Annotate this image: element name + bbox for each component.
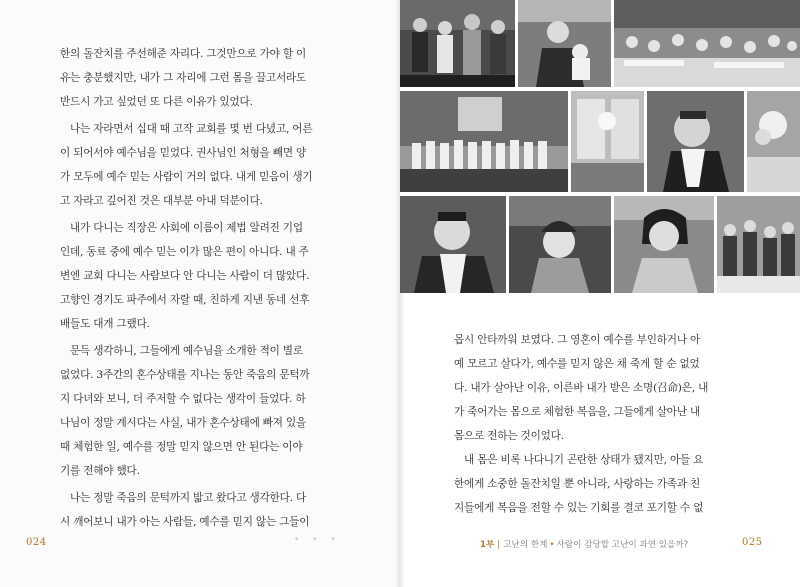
text-line: 기를 전해야 했다. bbox=[60, 465, 140, 477]
text-line: 나는 정말 죽음의 문턱까지 밟고 왔다고 생각한다. 다 bbox=[70, 492, 307, 504]
page-number-left: 024 bbox=[26, 537, 47, 548]
text-line: 때 체험한 일, 예수를 정말 믿지 않으면 안 된다는 이야 bbox=[60, 441, 303, 453]
smiling-man-in-scarf-photo bbox=[400, 196, 506, 293]
text-line: 가 모두에 예수 믿는 사람이 거의 없다. 내게 믿음이 생기 bbox=[60, 171, 313, 183]
text-line: 다. 내가 살아난 이유, 이른바 내가 받은 소명(召命)은, 내 bbox=[454, 382, 709, 394]
text-line: 지들에게 복음을 전할 수 있는 기회를 결코 포기할 수 없 bbox=[454, 502, 704, 514]
running-head-part: 1부 bbox=[480, 540, 495, 550]
text-line: 고 자라고 깊어진 것은 대부분 아내 덕분이다. bbox=[60, 195, 263, 207]
text-line: 변엔 교회 다니는 사람보다 안 다니는 사람이 더 많았다. bbox=[60, 270, 310, 282]
text-line: 고향인 경기도 파주에서 자랄 때, 친하게 지낸 동네 선후 bbox=[60, 294, 310, 306]
text-line: 예 모르고 살다가, 예수를 믿지 않은 채 죽게 할 순 없었 bbox=[454, 358, 700, 370]
text-line: 내 몸은 비록 나다니기 곤란한 상태가 됐지만, 아들 요 bbox=[464, 454, 704, 466]
text-line: 문득 생각하니, 그들에게 예수님을 소개한 적이 별로 bbox=[70, 345, 303, 357]
running-head bbox=[480, 538, 688, 550]
text-line: 한의 돌잔치를 주선해준 자리다. 그것만으로 가야 할 이 bbox=[60, 48, 307, 60]
running-head-separator: | bbox=[497, 540, 501, 550]
guests-at-tables-photo bbox=[717, 196, 800, 293]
page-ornament-dots: • • • bbox=[294, 535, 341, 545]
text-line: 내가 다니는 직장은 사회에 이름이 제법 알려진 기업 bbox=[70, 222, 303, 234]
text-line: 인데, 동료 중에 예수 믿는 이가 많은 편이 아니다. 내 주 bbox=[60, 246, 309, 258]
text-line: 한에게 소중한 돌잔치일 뿐 아니라, 사랑하는 가족과 친 bbox=[454, 478, 701, 490]
father-holding-baby-photo bbox=[518, 0, 611, 87]
text-line: 유는 충분했지만, 내가 그 자리에 그런 몸을 끌고서라도 bbox=[60, 72, 307, 84]
family-lineup-on-stage-photo bbox=[400, 91, 568, 192]
text-line: 나님이 정말 계시다는 사실, 내가 혼수상태에 빠져 있을 bbox=[60, 417, 307, 429]
text-line: 이 되어서야 예수님을 믿었다. 권사님인 처형을 빼면 양 bbox=[60, 147, 307, 159]
baby-in-traditional-hat-photo bbox=[509, 196, 611, 293]
text-line: 반드시 가고 싶었던 또 다른 이유가 있었다. bbox=[60, 96, 253, 108]
banquet-table-flowers-photo bbox=[747, 91, 800, 192]
chandelier-hall-photo bbox=[571, 91, 644, 192]
man-in-scarf-profile-photo bbox=[647, 91, 744, 192]
text-line: 몹시 안타까워 보였다. 그 영혼이 예수를 부인하거나 아 bbox=[454, 334, 701, 346]
banquet-hall-audience-photo bbox=[614, 0, 800, 87]
text-line: 시 깨어보니 내가 아는 사람들, 예수를 믿지 않는 그들이 bbox=[60, 516, 310, 528]
text-line: 배들도 대개 그랬다. bbox=[60, 318, 150, 330]
children-on-stage-photo bbox=[400, 0, 515, 87]
running-head-section: 고난의 한계 bbox=[503, 540, 548, 550]
photo-collage bbox=[400, 0, 800, 293]
text-line: 지 다녀와 보니, 더 주저할 수 없다는 생각이 들었다. 하 bbox=[60, 393, 306, 405]
text-line: 몸으로 전하는 것이었다. bbox=[454, 430, 564, 442]
running-head-bullet: • bbox=[549, 540, 555, 550]
page-number-right: 025 bbox=[742, 537, 763, 548]
text-line: 가 죽어가는 몸으로 체험한 복음을, 그들에게 살아난 내 bbox=[454, 406, 701, 418]
woman-in-hanbok-photo bbox=[614, 196, 714, 293]
running-head-subtitle: 사람이 감당할 고난이 과연 있을까? bbox=[556, 540, 689, 550]
text-line: 없었다. 3주간의 혼수상태를 지나는 동안 죽음의 문턱까 bbox=[60, 369, 310, 381]
text-line: 나는 자라면서 십대 때 고작 교회를 몇 번 다녔고, 어른 bbox=[70, 123, 313, 135]
